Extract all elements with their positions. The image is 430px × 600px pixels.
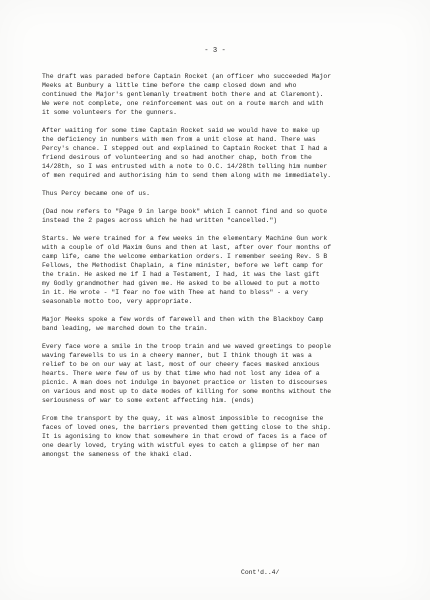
continuation-note: Cont'd..4/ xyxy=(241,569,280,576)
paragraph-waiting: After waiting for some time Captain Rocket said we would have to make up the deficiency in numbers with men from a unit close at hand. There was Percy's chance. I stepped out and explained to Captain Rocket that I had a friend desirous of volunteering and so had another chap, both from the 14/28th, so I was entrusted with a note to O.C. 14/28th telling him number of men required and authorising him to send them along with me immediately. xyxy=(42,127,332,179)
paragraph-farewell: Major Meeks spoke a few words of farewell and then with the Blackboy Camp band leading, we marched down to the train. xyxy=(42,316,324,332)
paragraph-draft-paraded: The draft was paraded before Captain Rocket (an officer who succeeded Major Meeks at Bunbury a little time before the camp closed down and who continued the Major's gentlemanly treatment both there and at Claremont). We were not complete, one reinforcement was out on a route march and with it some volunteers for the gunners. xyxy=(42,73,332,116)
paragraph-percy: Thus Percy became one of us. xyxy=(42,190,150,197)
paragraph-troop-train: Every face wore a smile in the troop train and we waved greetings to people waving farewells to us in a cheery manner, but I think though it was a relief to be on our way at last, most of our cheery faces masked anxious hearts. There were few of us by that time who had not lost any idea of a picnic. A man does not indulge in bayonet practice or listen to discourses on various and most up to date modes of killing for some months without the seriousness of war to some extent affecting him. (ends) xyxy=(42,343,332,404)
paragraph-transport: From the transport by the quay, it was almost impossible to recognise the faces of loved ones, the barriers prevented them getting close to the ship. It is agonising to know that somewhere in that crowd of faces is a face of one dearly loved, trying with wistful eyes to catch a glimpse of her man amongst the sameness of the khaki clad. xyxy=(42,415,332,458)
paragraph-starts: Starts. We were trained for a few weeks in the elementary Machine Gun work with a couple of old Maxim Guns and then at last, after over four months of camp life, came the welcome embarkation orders. I remember seeing Rev. S B Fellows, the Methodist Chaplain, a fine minister, before we left camp for the train. He asked me if I had a Testament, I had, it was the last gift my Godly grandmother had given me. He asked to be allowed to put a motto in it. He wrote - "I fear no foe with Thee at hand to bless" - a very seasonable motto too, very appropriate. xyxy=(42,235,332,305)
document-body xyxy=(42,72,402,468)
page-number: - 3 - xyxy=(204,47,226,55)
paragraph-editor-note: (Dad now refers to "Page 9 in large book" which I cannot find and so quote instead the 2 pages across which he had written "cancelled.") xyxy=(42,208,328,224)
